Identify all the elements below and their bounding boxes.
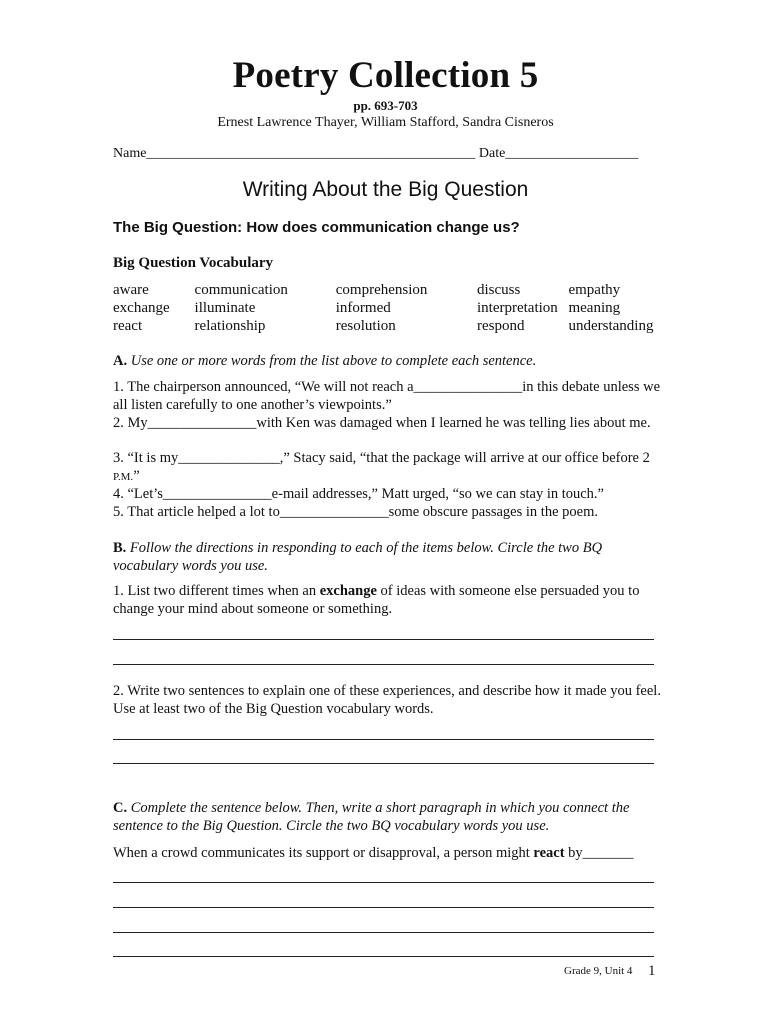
answer-line[interactable] <box>113 639 654 640</box>
part-a-instruction <box>113 352 661 370</box>
q1-text: 1. List two different times when an <box>113 583 320 599</box>
item-3-text: 3. “It is my______________,” Stacy said, “that the package will arrive at our office before 2 <box>113 450 650 466</box>
authors-line: Ernest Lawrence Thayer, William Stafford, Sandra Cisneros <box>217 115 554 130</box>
answer-line[interactable] <box>113 956 654 957</box>
answer-line[interactable] <box>113 882 654 883</box>
vocab-word: relationship <box>194 318 266 334</box>
section-title: Writing About the Big Question <box>242 178 529 201</box>
q1-keyword: exchange <box>319 583 377 599</box>
vocab-word: illuminate <box>194 300 256 316</box>
part-b-question-1 <box>113 582 661 618</box>
vocab-word: communication <box>194 282 288 298</box>
part-a-item-3 <box>113 449 661 486</box>
part-a-letter: A. <box>113 353 128 369</box>
q1-text-end: of ideas with someone else persuaded you to change your mind about someone or something. <box>113 583 640 617</box>
answer-line[interactable] <box>113 763 654 764</box>
vocabulary-heading: Big Question Vocabulary <box>113 255 274 271</box>
vocab-word: exchange <box>113 300 170 316</box>
vocab-word: react <box>113 318 143 334</box>
vocab-word: interpretation <box>476 300 558 316</box>
answer-line[interactable] <box>113 739 654 740</box>
page-number: 1 <box>648 963 656 979</box>
vocab-word: comprehension <box>335 282 428 298</box>
part-b-instruction <box>113 539 661 575</box>
vocab-word: resolution <box>335 318 396 334</box>
vocab-word: aware <box>113 282 149 298</box>
name-date-line: Name_______________________________________________ Date___________________ <box>113 146 639 161</box>
vocab-word: respond <box>476 318 525 334</box>
item-3-close: ” <box>133 468 140 484</box>
vocab-word: discuss <box>476 282 521 298</box>
vocab-word: informed <box>335 300 391 316</box>
part-c-instruction <box>113 799 661 835</box>
big-question: The Big Question: How does communication change us? <box>113 219 520 236</box>
part-b-letter: B. <box>113 540 127 556</box>
vocab-word: empathy <box>568 282 621 298</box>
vocab-word: understanding <box>568 318 654 334</box>
part-a-item-1: 1. The chairperson announced, “We will not reach a_______________in this debate unless we all listen carefully to one another’s viewpoints.” <box>113 379 660 413</box>
part-b-question-2: 2. Write two sentences to explain one of these experiences, and describe how it made you feel. Use at least two of the Big Question vocabulary words. <box>113 683 661 717</box>
vocabulary-row <box>113 281 658 299</box>
answer-line[interactable] <box>113 932 654 933</box>
part-a-item-5: 5. That article helped a lot to_______________some obscure passages in the poem. <box>113 504 598 520</box>
vocabulary-row <box>113 299 658 317</box>
part-c-instruction-text: Complete the sentence below. Then, write a short paragraph in which you connect the sentence to the Big Question. Circle the two BQ vocabulary words you use. <box>113 800 630 834</box>
answer-line[interactable] <box>113 664 654 665</box>
part-b-instruction-text: Follow the directions in responding to each of the items below. Circle the two BQ vocabulary words you use. <box>113 540 603 574</box>
vocab-word: meaning <box>568 300 621 316</box>
pm-abbrev: P.M. <box>113 471 134 483</box>
part-a-instruction-text: Use one or more words from the list above to complete each sentence. <box>130 353 537 369</box>
part-c-prompt <box>113 844 661 862</box>
answer-line[interactable] <box>113 907 654 908</box>
part-a-item-2: 2. My_______________with Ken was damaged when I learned he was telling lies about me. <box>113 415 651 431</box>
page-title: Poetry Collection 5 <box>232 55 539 96</box>
prompt-keyword: react <box>533 845 565 861</box>
prompt-text: When a crowd communicates its support or disapproval, a person might <box>113 845 534 861</box>
prompt-blank: by_______ <box>564 845 634 861</box>
part-a-item-4: 4. “Let’s_______________e-mail addresses,” Matt urged, “so we can stay in touch.” <box>113 486 604 502</box>
footer-unit: Grade 9, Unit 4 <box>564 965 633 977</box>
part-c-letter: C. <box>113 800 128 816</box>
page-range: pp. 693-703 <box>353 98 418 113</box>
vocabulary-table <box>113 281 658 335</box>
vocabulary-row <box>113 317 658 335</box>
